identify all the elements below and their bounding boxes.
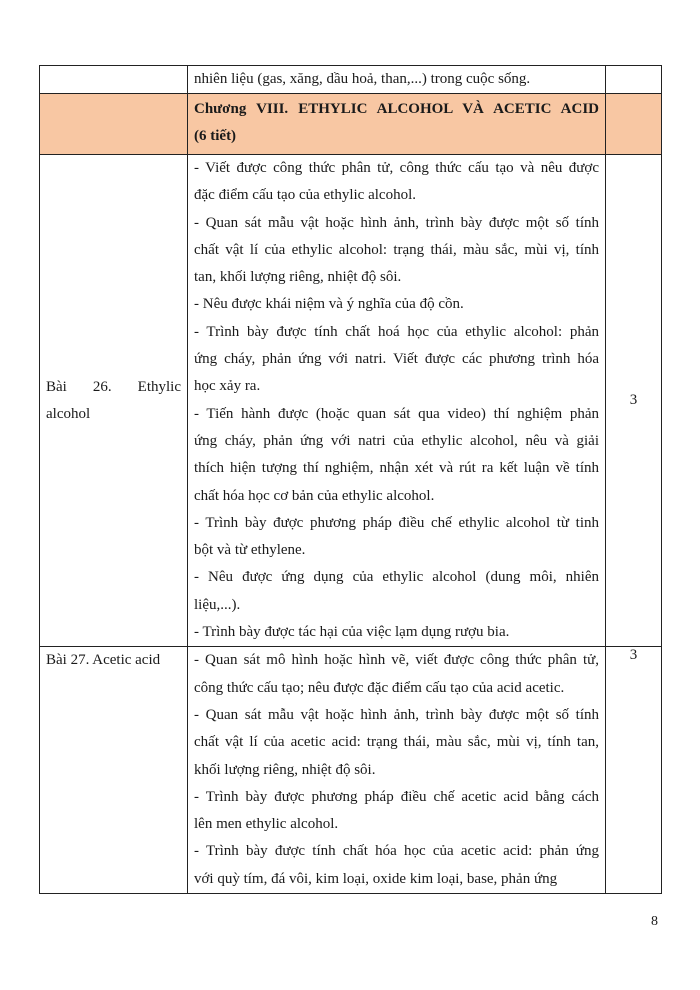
content-line: bột và từ ethylene. (194, 542, 306, 559)
content-line: - Trình bày được phương pháp điều chế acetic acid bằng cách (194, 788, 599, 805)
content-line: chất vật lí của acetic acid: trạng thái, màu sắc, mùi vị, tính tan, (194, 734, 599, 751)
periods-cell (606, 647, 662, 894)
lesson-name-line1: Bài 26. Ethylic (46, 378, 181, 395)
chapter-row (40, 94, 662, 155)
content-line: tan, khối lượng riêng, nhiệt độ sôi. (194, 269, 402, 286)
content-line: học xảy ra. (194, 378, 261, 395)
content-line: thích hiện tượng thí nghiệm, nhận xét và rút ra kết luận về tính (194, 460, 599, 477)
content-line: nhiên liệu (gas, xăng, dầu hoả, than,...) trong cuộc sống. (194, 71, 531, 87)
periods-cell: 3 (606, 155, 662, 647)
content-lines (188, 66, 605, 93)
content-line: ứng cháy, phản ứng với natri của ethylic alcohol, nêu và giải (194, 432, 599, 449)
content-line: - Nêu được khái niệm và ý nghĩa của độ cồn. (194, 296, 464, 313)
content-line: - Quan sát mẫu vật hoặc hình ảnh, trình bày được một số tính (194, 706, 599, 723)
content-line: - Viết được công thức phân tử, công thức cấu tạo và nêu được (194, 160, 599, 176)
content-line: liệu,...). (194, 596, 241, 613)
content-line: - Tiến hành được (hoặc quan sát qua video) thí nghiệm phản (194, 405, 599, 422)
lesson-name: Bài 27. Acetic acid (46, 652, 161, 669)
content-line: - Quan sát mô hình hoặc hình vẽ, viết được công thức phân tử, (194, 652, 599, 669)
content-line: - Quan sát mẫu vật hoặc hình ảnh, trình bày được một số tính (194, 214, 599, 231)
lesson-cell-empty (40, 66, 188, 94)
content-line: - Trình bày được tính chất hoá học của ethylic alcohol: phản (194, 323, 599, 340)
content-line: công thức cấu tạo; nêu được đặc điểm cấu tạo của acid acetic. (194, 679, 565, 696)
content-line: lên men ethylic alcohol. (194, 816, 339, 833)
chapter-title: Chương VIII. ETHYLIC ALCOHOL VÀ ACETIC ACID (194, 101, 599, 117)
content-line: chất vật lí của ethylic alcohol: trạng thái, màu sắc, mùi vị, tính (194, 241, 599, 258)
content-cell (188, 647, 606, 894)
lesson-name-cell (40, 155, 188, 647)
lesson-row-26 (40, 155, 662, 647)
lesson-row-27 (40, 647, 662, 894)
page-number: 8 (651, 914, 658, 929)
table-row-continuation (40, 66, 662, 94)
chapter-left-cell (40, 94, 188, 155)
content-line: với quỳ tím, đá vôi, kim loại, oxide kim loại, base, phản ứng (194, 870, 558, 887)
chapter-periods: (6 tiết) (194, 128, 237, 144)
content-lines (188, 647, 605, 893)
content-line: chất hóa học cơ bản của ethylic alcohol. (194, 487, 435, 504)
content-line: ứng cháy, phản ứng với natri. Viết được các phương trình hóa (194, 351, 599, 368)
content-line: khối lượng riêng, nhiệt độ sôi. (194, 761, 376, 778)
curriculum-table (39, 65, 662, 894)
lesson-name-line2: alcohol (46, 405, 91, 422)
content-lines (188, 155, 605, 646)
content-cell (188, 155, 606, 647)
chapter-right-cell (606, 94, 662, 155)
chapter-title-cell (188, 94, 606, 155)
periods-value: 3 (629, 647, 638, 664)
lesson-name-cell (40, 647, 188, 894)
content-cell (188, 66, 606, 94)
periods-cell-empty (606, 66, 662, 94)
content-line: - Trình bày được tính chất hóa học của acetic acid: phản ứng (194, 843, 599, 860)
content-line: đặc điểm cấu tạo của ethylic alcohol. (194, 187, 416, 204)
content-line: - Nêu được ứng dụng của ethylic alcohol (dung môi, nhiên (194, 569, 599, 586)
content-line: - Trình bày được phương pháp điều chế ethylic alcohol từ tinh (194, 514, 599, 531)
content-line: - Trình bày được tác hại của việc lạm dụng rượu bia. (194, 624, 510, 641)
